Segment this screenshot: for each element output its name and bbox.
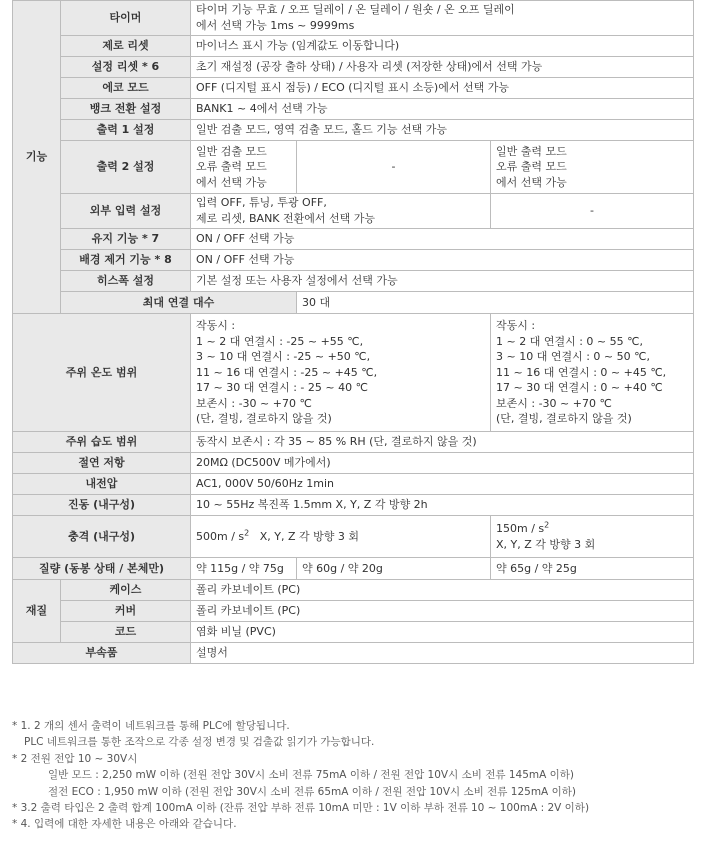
row-value-weight-3: 약 65g / 약 25g bbox=[491, 558, 694, 580]
row-label-vibration: 진동 (내구성) bbox=[13, 495, 191, 516]
row-value-cover: 폴리 카보네이트 (PC) bbox=[191, 601, 694, 622]
table-row bbox=[13, 271, 694, 292]
row-value-zero-reset: 마이너스 표시 가능 (임계값도 이동합니다) bbox=[191, 36, 694, 57]
row-label-case: 케이스 bbox=[61, 580, 191, 601]
row-label-withstand-voltage: 내전압 bbox=[13, 474, 191, 495]
row-value-ext-input-right: - bbox=[491, 194, 694, 229]
row-label-zero-reset: 제로 리셋 bbox=[61, 36, 191, 57]
row-label-accessory: 부속품 bbox=[13, 643, 191, 664]
table-row bbox=[13, 292, 694, 314]
table-row bbox=[13, 141, 694, 194]
row-value-shock-left: $500m / s^2$ X, Y, Z 각 방향 3 회 bbox=[191, 516, 491, 558]
footnote-4: * 4. 입력에 대한 자세한 내용은 아래와 같습니다. bbox=[12, 818, 237, 831]
row-value-weight-1: 약 115g / 약 75g bbox=[191, 558, 297, 580]
footnote-2-normal-mode: 일반 모드 : 2,250 mW 이하 (전원 전압 30V시 소비 전류 75mA 이하 / 전원 전압 10V시 소비 전류 145mA 이하) bbox=[48, 769, 575, 782]
row-value-vibration: 10 ~ 55Hz 복진폭 1.5mm X, Y, Z 각 방향 2h bbox=[191, 495, 694, 516]
table-row bbox=[13, 99, 694, 120]
table-row bbox=[13, 643, 694, 664]
row-label-eco-mode: 에코 모드 bbox=[61, 78, 191, 99]
table-row bbox=[13, 1, 694, 36]
row-value-shock-right: $150m / s^2$ X, Y, Z 각 방향 3 회 bbox=[491, 516, 694, 558]
table-row bbox=[13, 580, 694, 601]
row-value-accessory: 설명서 bbox=[191, 643, 694, 664]
table-row bbox=[13, 120, 694, 141]
table-row bbox=[13, 453, 694, 474]
row-value-withstand-voltage: AC1, 000V 50/60Hz 1min bbox=[191, 474, 694, 495]
row-label-shock: 충격 (내구성) bbox=[13, 516, 191, 558]
row-label-setting-reset: 설정 리셋 * 6 bbox=[61, 57, 191, 78]
table-row bbox=[13, 558, 694, 580]
table-row bbox=[13, 250, 694, 271]
table-row bbox=[13, 57, 694, 78]
row-label-bg-removal: 배경 제거 기능 * 8 bbox=[61, 250, 191, 271]
footnote-3: * 3.2 출력 타입은 2 출력 합계 100mA 이하 (잔류 전압 부하 전류 10mA 미만 : 1V 이하 부하 전류 10 ~ 100mA : 2V 이하) bbox=[12, 802, 590, 815]
footnote-1-cont: PLC 네트워크를 통한 조작으로 각종 설정 변경 및 검출값 읽기가 가능합니다. bbox=[24, 736, 375, 749]
row-value-eco-mode: OFF (디지털 표시 점등) / ECO (디지털 표시 소등)에서 선택 가능 bbox=[191, 78, 694, 99]
row-value-output2-left: 일반 검출 모드 오류 출력 모드 에서 선택 가능 bbox=[191, 141, 297, 194]
row-value-hysteresis: 기본 설정 또는 사용자 설정에서 선택 가능 bbox=[191, 271, 694, 292]
row-value-bg-removal: ON / OFF 선택 가능 bbox=[191, 250, 694, 271]
row-value-hold: ON / OFF 선택 가능 bbox=[191, 229, 694, 250]
row-value-cord: 염화 비닐 (PVC) bbox=[191, 622, 694, 643]
row-label-output2: 출력 2 설정 bbox=[61, 141, 191, 194]
table-row bbox=[13, 314, 694, 432]
row-label-cover: 커버 bbox=[61, 601, 191, 622]
row-label-bank-switch: 뱅크 전환 설정 bbox=[61, 99, 191, 120]
row-label-insulation: 절연 저항 bbox=[13, 453, 191, 474]
row-label-ambient-humidity: 주위 습도 범위 bbox=[13, 432, 191, 453]
table-row bbox=[13, 474, 694, 495]
footnote-2-eco-mode: 절전 ECO : 1,950 mW 이하 (전원 전압 30V시 소비 전류 65mA 이하 / 전원 전압 10V시 소비 전류 125mA 이하) bbox=[48, 785, 576, 798]
row-label-hysteresis: 히스폭 설정 bbox=[61, 271, 191, 292]
table-row bbox=[13, 495, 694, 516]
row-value-bank-switch: BANK1 ~ 4에서 선택 가능 bbox=[191, 99, 694, 120]
table-row bbox=[13, 78, 694, 99]
row-label-ambient-temp: 주위 온도 범위 bbox=[13, 314, 191, 432]
row-value-weight-2: 약 60g / 약 20g bbox=[297, 558, 491, 580]
spec-table bbox=[12, 0, 694, 664]
row-value-output1: 일반 검출 모드, 영역 검출 모드, 홀드 기능 선택 가능 bbox=[191, 120, 694, 141]
row-value-setting-reset: 초기 재설정 (공장 출하 상태) / 사용자 리셋 (저장한 상태)에서 선택 가능 bbox=[191, 57, 694, 78]
table-row bbox=[13, 601, 694, 622]
footnote-2: * 2 전원 전압 10 ~ 30V시 bbox=[12, 752, 138, 765]
row-label-timer: 타이머 bbox=[61, 1, 191, 36]
group-material-header: 재질 bbox=[13, 580, 61, 643]
table-row bbox=[13, 432, 694, 453]
table-row bbox=[13, 516, 694, 558]
table-row bbox=[13, 229, 694, 250]
row-value-ambient-temp-right: 작동시 : 1 ~ 2 대 연결시 : 0 ~ 55 ℃, 3 ~ 10 대 연결시 : 0 ~ 50 ℃, 11 ~ 16 대 연결시 : 0 ~ +45 ℃, 17 ~ 30 대 연결시 : 0 ~ +40 ℃ 보존시 : -30 ~ +70 ℃ (단, 결빙, 결로하지 않을 것) bbox=[491, 314, 694, 432]
row-label-max-connections: 최대 연결 대수 bbox=[61, 292, 297, 314]
row-label-hold: 유지 기능 * 7 bbox=[61, 229, 191, 250]
row-label-weight: 질량 (동봉 상태 / 본체만) bbox=[13, 558, 191, 580]
row-label-cord: 코드 bbox=[61, 622, 191, 643]
row-value-ambient-temp-left: 작동시 : 1 ~ 2 대 연결시 : -25 ~ +55 ℃, 3 ~ 10 대 연결시 : -25 ~ +50 ℃, 11 ~ 16 대 연결시 : -25 ~ +45 ℃, 17 ~ 30 대 연결시 : - 25 ~ 40 ℃ 보존시 : -30 ~ +70 ℃ (단, 결빙, 결로하지 않을 것) bbox=[191, 314, 491, 432]
row-label-output1: 출력 1 설정 bbox=[61, 120, 191, 141]
table-row bbox=[13, 36, 694, 57]
row-value-output2-middle: - bbox=[297, 141, 491, 194]
row-value-max-connections: 30 대 bbox=[297, 292, 694, 314]
row-value-timer: 타이머 기능 무효 / 오프 딜레이 / 온 딜레이 / 원숏 / 온 오프 딜레이 에서 선택 가능 1ms ~ 9999ms bbox=[191, 1, 694, 36]
group-function-header: 기능 bbox=[13, 1, 61, 314]
row-value-ext-input-left: 입력 OFF, 튜닝, 투광 OFF, 제로 리셋, BANK 전환에서 선택 가능 bbox=[191, 194, 491, 229]
row-value-case: 폴리 카보네이트 (PC) bbox=[191, 580, 694, 601]
row-value-output2-right: 일반 출력 모드 오류 출력 모드 에서 선택 가능 bbox=[491, 141, 694, 194]
table-row bbox=[13, 194, 694, 229]
table-row bbox=[13, 622, 694, 643]
footnotes bbox=[12, 718, 702, 833]
footnote-1: * 1. 2 개의 센서 출력이 네트워크를 통해 PLC에 할당됩니다. bbox=[12, 720, 290, 732]
row-value-ambient-humidity: 동작시 보존시 : 각 35 ~ 85 % RH (단, 결로하지 않을 것) bbox=[191, 432, 694, 453]
row-value-insulation: 20MΩ (DC500V 메가에서) bbox=[191, 453, 694, 474]
row-label-ext-input: 외부 입력 설정 bbox=[61, 194, 191, 229]
